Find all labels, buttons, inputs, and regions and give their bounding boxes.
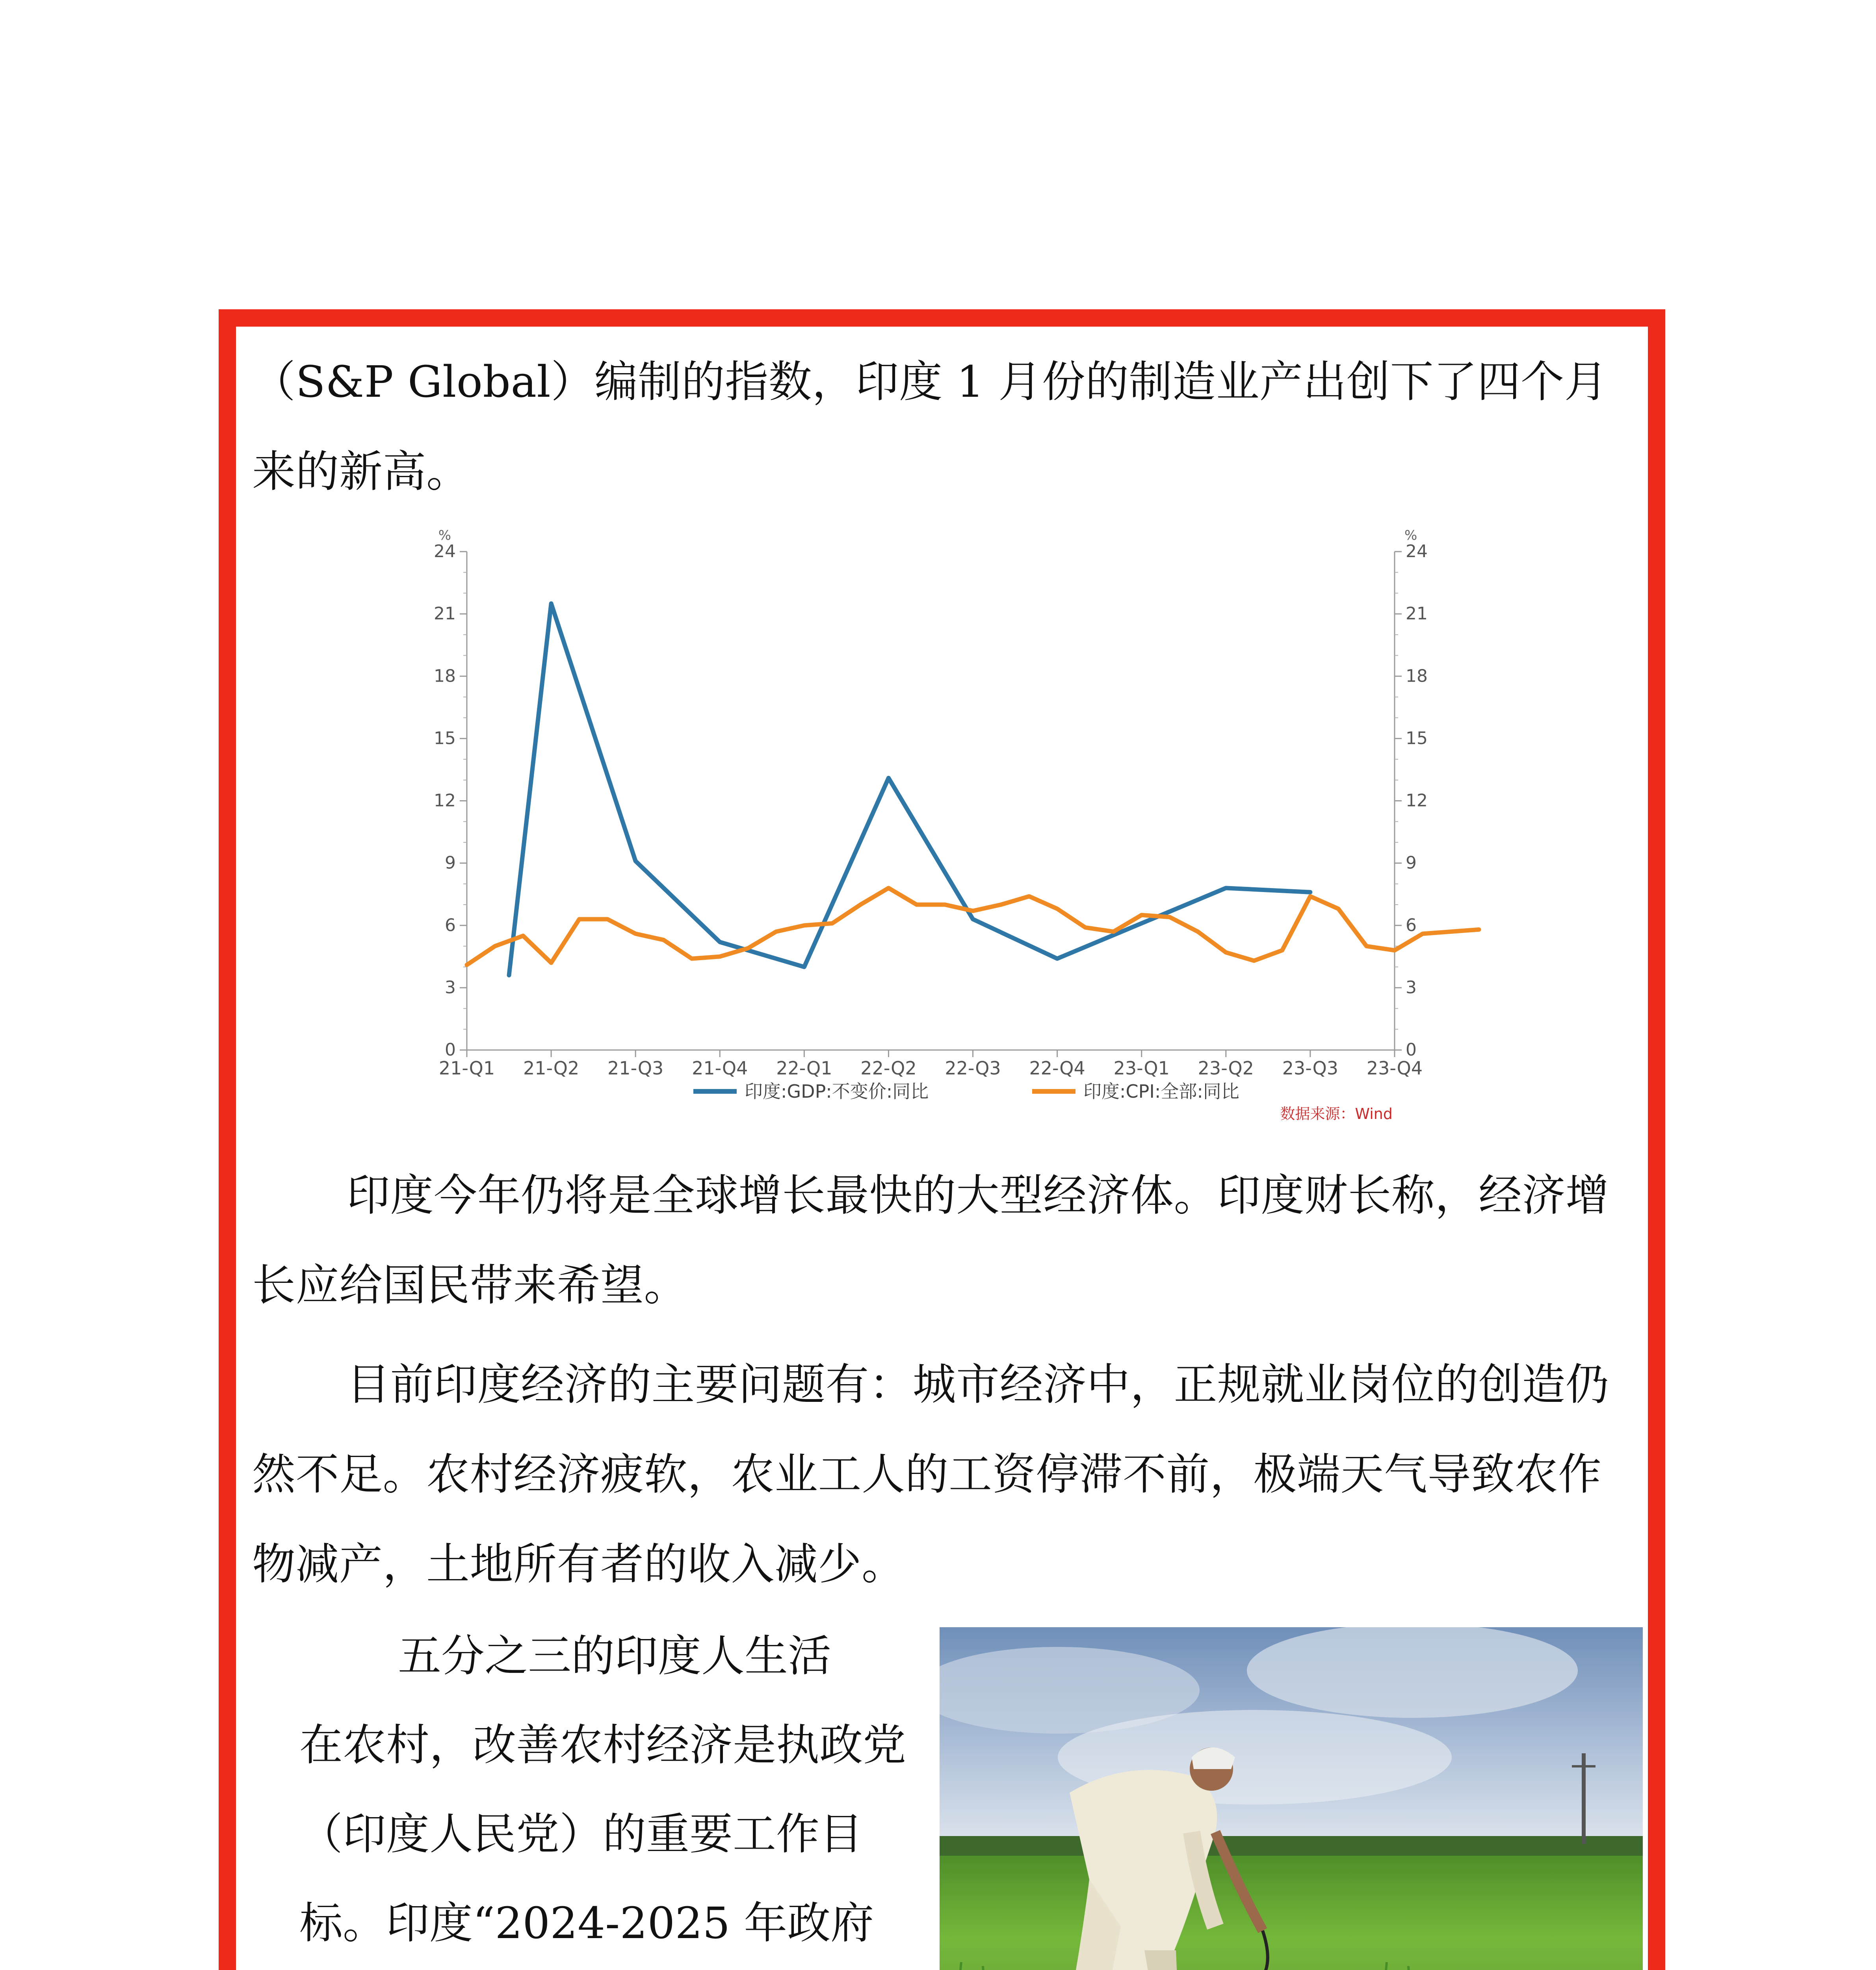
y-tick-label-left: 24 xyxy=(434,541,456,561)
x-tick-label: 22-Q2 xyxy=(860,1057,917,1079)
x-tick-label: 23-Q3 xyxy=(1282,1057,1339,1079)
y-tick-label-right: 6 xyxy=(1406,915,1417,935)
x-tick-label: 23-Q4 xyxy=(1366,1057,1423,1079)
paragraph-2: 印度今年仍将是全球增长最快的大型经济体。印度财长称，经济增长应给国民带来希望。 xyxy=(252,1170,1609,1310)
y-tick-label-left: 18 xyxy=(434,666,456,686)
x-tick-label: 22-Q1 xyxy=(776,1057,832,1079)
farmer-photo-image xyxy=(940,1627,1643,1970)
y-tick-label-left: 0 xyxy=(445,1040,456,1060)
legend-label-1: 印度:GDP:不变价:同比 xyxy=(745,1081,929,1102)
y-tick-label-right: 12 xyxy=(1406,790,1428,811)
y-tick-label-left: 6 xyxy=(445,915,456,935)
paragraph-4-rest: 在农村，改善农村经济是执政党（印度人民党）的重要工作目标。印度“2024-2025 年政府 xyxy=(299,1720,906,1948)
x-tick-label: 21-Q4 xyxy=(692,1057,748,1079)
y-tick-label-left: 15 xyxy=(434,728,456,749)
data-source-label: 数据来源：Wind xyxy=(1280,1105,1393,1123)
y-tick-label-right: 0 xyxy=(1406,1040,1417,1060)
y-tick-label-right: 3 xyxy=(1406,977,1417,998)
y-tick-label-right: 15 xyxy=(1406,728,1428,749)
y-tick-label-left: 3 xyxy=(445,977,456,998)
legend-label-2: 印度:CPI:全部:同比 xyxy=(1083,1081,1239,1102)
x-tick-label: 21-Q3 xyxy=(607,1057,664,1079)
x-tick-label: 21-Q2 xyxy=(523,1057,580,1079)
series-line-1 xyxy=(509,604,1310,975)
y-unit-right: % xyxy=(1404,528,1417,543)
y-unit-left: % xyxy=(438,528,451,543)
paragraph-4-line1: 五分之三的印度人生活 xyxy=(398,1631,831,1681)
y-tick-label-left: 9 xyxy=(445,853,456,873)
paragraph-1: （S&P Global）编制的指数，印度 1 月份的制造业产出创下了四个月来的新高。 xyxy=(252,357,1608,497)
y-tick-label-right: 24 xyxy=(1406,541,1428,561)
y-tick-label-right: 9 xyxy=(1406,853,1417,873)
farmer-rice-field-photo xyxy=(940,1627,1643,1970)
x-tick-label: 22-Q4 xyxy=(1029,1057,1085,1079)
paragraph-3: 目前印度经济的主要问题有：城市经济中，正规就业岗位的创造仍然不足。农村经济疲软，农业工人的工资停滞不前，极端天气导致农作物减产，土地所有者的收入减少。 xyxy=(252,1359,1609,1589)
y-tick-label-right: 18 xyxy=(1406,666,1428,686)
x-tick-label: 23-Q2 xyxy=(1198,1057,1254,1079)
x-tick-label: 21-Q1 xyxy=(438,1057,495,1079)
chart xyxy=(394,524,1513,1139)
paragraph-4 xyxy=(299,1611,914,1970)
series-line-2 xyxy=(467,888,1479,965)
y-tick-label-left: 12 xyxy=(434,790,456,811)
y-tick-label-left: 21 xyxy=(434,604,456,624)
line-chart xyxy=(394,524,1513,1139)
y-tick-label-right: 21 xyxy=(1406,604,1428,624)
x-tick-label: 23-Q1 xyxy=(1113,1057,1170,1079)
x-tick-label: 22-Q3 xyxy=(945,1057,1001,1079)
